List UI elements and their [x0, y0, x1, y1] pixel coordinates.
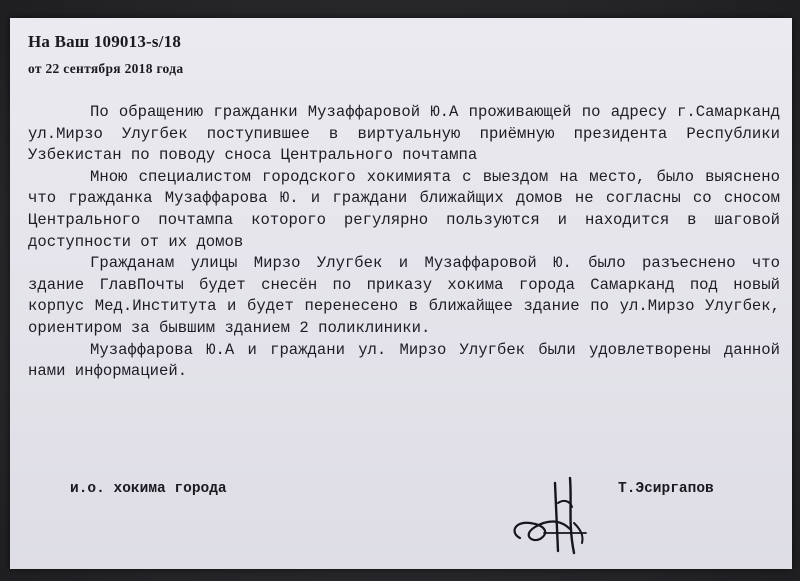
reference-date: от 22 сентября 2018 года [28, 61, 184, 76]
signer-position: и.о. хокима города [70, 481, 227, 497]
signer-name: Т.Эсиргапов [618, 481, 714, 497]
paragraph-appeal: По обращению гражданки Музаффаровой Ю.А проживающей по адресу г.Самарканд ул.Мирзо Улугбек поступившее в виртуальную приёмную президента Республики Узбекистан по поводу сноса Центрального почтампа [28, 103, 780, 165]
reference-number: На Ваш 109013-s/18 [28, 32, 182, 51]
letter-page [10, 18, 792, 569]
paragraph-conclusion: Музаффарова Ю.А и граждани ул. Мирзо Улугбек были удовлетворены данной нами информацией. [28, 340, 780, 381]
handwritten-signature [500, 463, 610, 558]
paragraph-explanation: Гражданам улицы Мирзо Улугбек и Музаффаровой Ю. было разъеснено что здание ГлавПочты будет снесён по приказу хокима города Самарканд под новый корпус Мед.Института и будет перенесено в ближайщее здание по ул.Мирзо Улугбек, ориентиром за бывшим зданием 2 поликлиники. [28, 254, 780, 337]
paragraph-findings: Мною специалистом городского хокимията с выездом на место, было выяснено что гражданка Музаффарова Ю. и граждани ближайщих домов не согласны со сносом Центрального почтампа которого регулярно пользуются и находится в шаговой доступности от их домов [28, 167, 780, 251]
letter-body [28, 102, 780, 383]
